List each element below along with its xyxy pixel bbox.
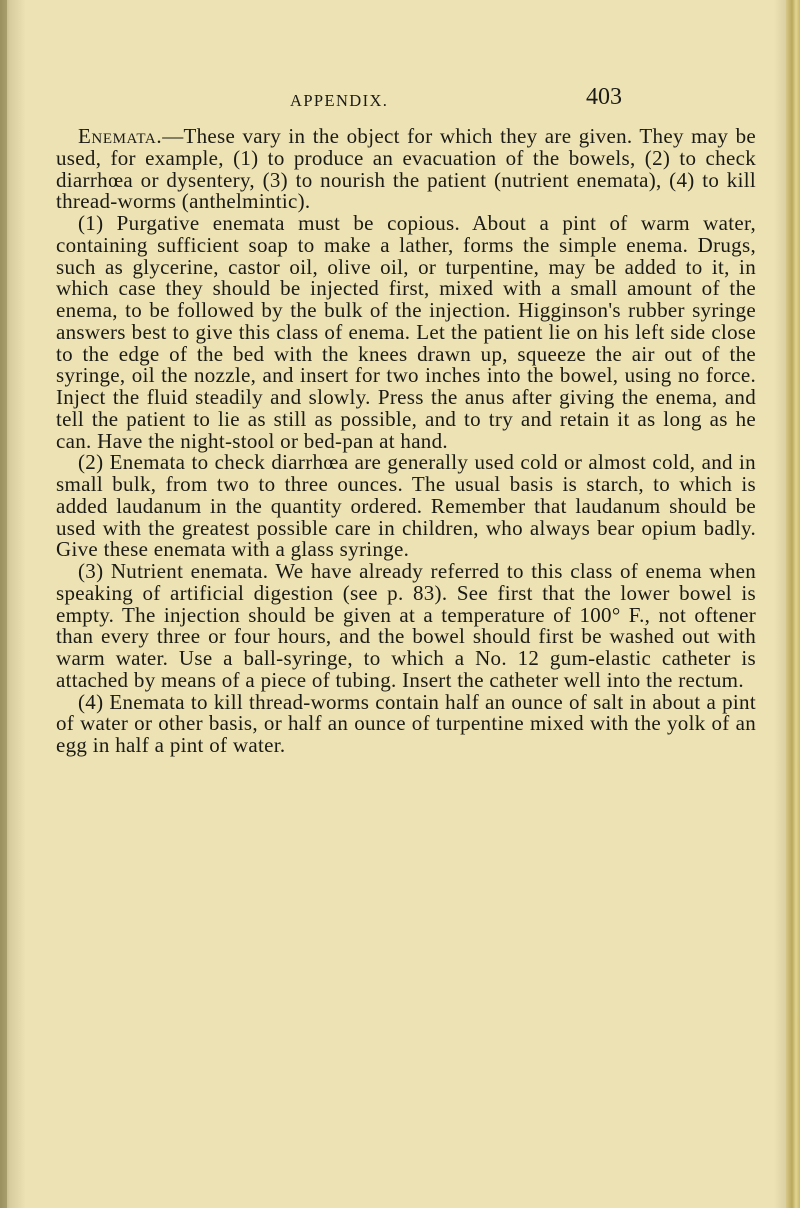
paragraph-text: —These vary in the object for which they are given. They may be used, for example, (1) to produce an evacuation of the bowels, (2) to check diarrhœa or dysentery, (3) to nourish the patient (nutrient enemata), (4) to kill thread-worms (anthelmintic). [56, 124, 756, 214]
paragraph-enemata-intro [56, 126, 756, 213]
page-number: 403 [586, 84, 622, 110]
paragraph-nutrient-enemata [56, 561, 756, 692]
paragraph-text: (2) Enemata to check diarrhœa are generally used cold or almost cold, and in small bulk, from two to three ounces. The usual basis is starch, to which is added laudanum in the quantity ordered. Remember that laudanum should be used with the greatest possible care in children, who always bear opium badly. Give these enemata with a glass syringe. [56, 450, 756, 562]
running-title: APPENDIX. [290, 91, 389, 110]
page-gutter-shadow [0, 0, 7, 1208]
page-edge [786, 0, 800, 1208]
paragraph-purgative-enemata [56, 213, 756, 452]
section-lead: Enemata. [78, 124, 163, 148]
paragraph-text: (3) Nutrient enemata. We have already referred to this class of enema when speaking of artificial digestion (see p. 83). See first that the lower bowel is empty. The injection should be given at a temperature of 100° F., not oftener than every three or four hours, and the bowel should first be washed out with warm water. Use a ball-syringe, to which a No. 12 gum-elastic catheter is attached by means of a piece of tubing. Insert the catheter well into the rectum. [56, 559, 756, 692]
body-text [56, 126, 756, 757]
paragraph-text: (1) Purgative enemata must be copious. About a pint of warm water, containing sufficient soap to make a lather, forms the simple enema. Drugs, such as glycerine, castor oil, olive oil, or turpentine, may be added to it, in which case they should be injected first, mixed with a small amount of the enema, to be followed by the bulk of the injection. Higginson's rubber syringe answers best to give this class of enema. Let the patient lie on his left side close to the edge of the bed with the knees drawn up, squeeze the air out of the syringe, oil the nozzle, and insert for two inches into the bowel, using no force. Inject the fluid steadily and slowly. Press the anus after giving the enema, and tell the patient to lie as still as possible, and to try and retain it as long as he can. Have the night-stool or bed-pan at hand. [56, 211, 756, 453]
paragraph-text: (4) Enemata to kill thread-worms contain half an ounce of salt in about a pint of water or other basis, or half an ounce of turpentine mixed with the yolk of an egg in half a pint of water. [56, 689, 756, 757]
running-head [290, 86, 630, 116]
paragraph-diarrhoea-enemata [56, 452, 756, 561]
paragraph-thread-worm-enemata [56, 689, 756, 757]
